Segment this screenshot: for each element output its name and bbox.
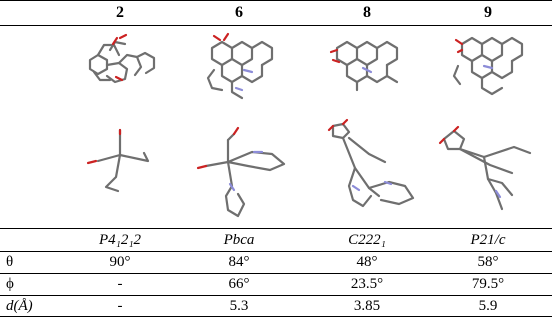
structure-top-2	[80, 30, 160, 95]
phi-2: -	[117, 276, 123, 292]
theta-8: 48°	[356, 254, 378, 270]
header-rule	[0, 25, 552, 26]
distance-8: 3.85	[353, 298, 381, 314]
structure-side-8	[325, 118, 415, 218]
phi-8: 23.5°	[350, 276, 384, 292]
structure-side-2	[80, 125, 160, 200]
row-label-phi: ϕ	[6, 276, 14, 292]
row-label-theta: θ	[6, 254, 14, 270]
header-compound-9: 9	[484, 4, 492, 21]
phi-6: 66°	[228, 276, 250, 292]
top-rule	[0, 0, 552, 1]
space-group-6: Pbca	[223, 232, 255, 248]
phi-9: 79.5°	[471, 276, 505, 292]
header-compound-6: 6	[235, 4, 243, 21]
row-rule-2	[0, 273, 552, 274]
structure-side-9	[438, 125, 538, 215]
structure-top-8	[327, 30, 407, 90]
row-rule-3	[0, 295, 552, 296]
mid-rule	[0, 228, 552, 229]
structure-top-9	[448, 30, 528, 98]
theta-2: 90°	[109, 254, 131, 270]
distance-9: 5.9	[478, 298, 498, 314]
space-group-9: P21/c	[470, 232, 506, 248]
structure-side-6	[190, 120, 290, 220]
space-group-8: C222₁	[348, 232, 386, 248]
distance-6: 5.3	[229, 298, 249, 314]
header-compound-8: 8	[363, 4, 371, 21]
row-label-distance: d(Å)	[6, 298, 33, 314]
theta-9: 58°	[477, 254, 499, 270]
theta-6: 84°	[228, 254, 250, 270]
header-compound-2: 2	[116, 4, 124, 21]
structure-top-6	[200, 30, 280, 100]
space-group-2: P4₁2₁2	[98, 232, 142, 248]
row-rule-1	[0, 251, 552, 252]
distance-2: -	[117, 298, 123, 314]
